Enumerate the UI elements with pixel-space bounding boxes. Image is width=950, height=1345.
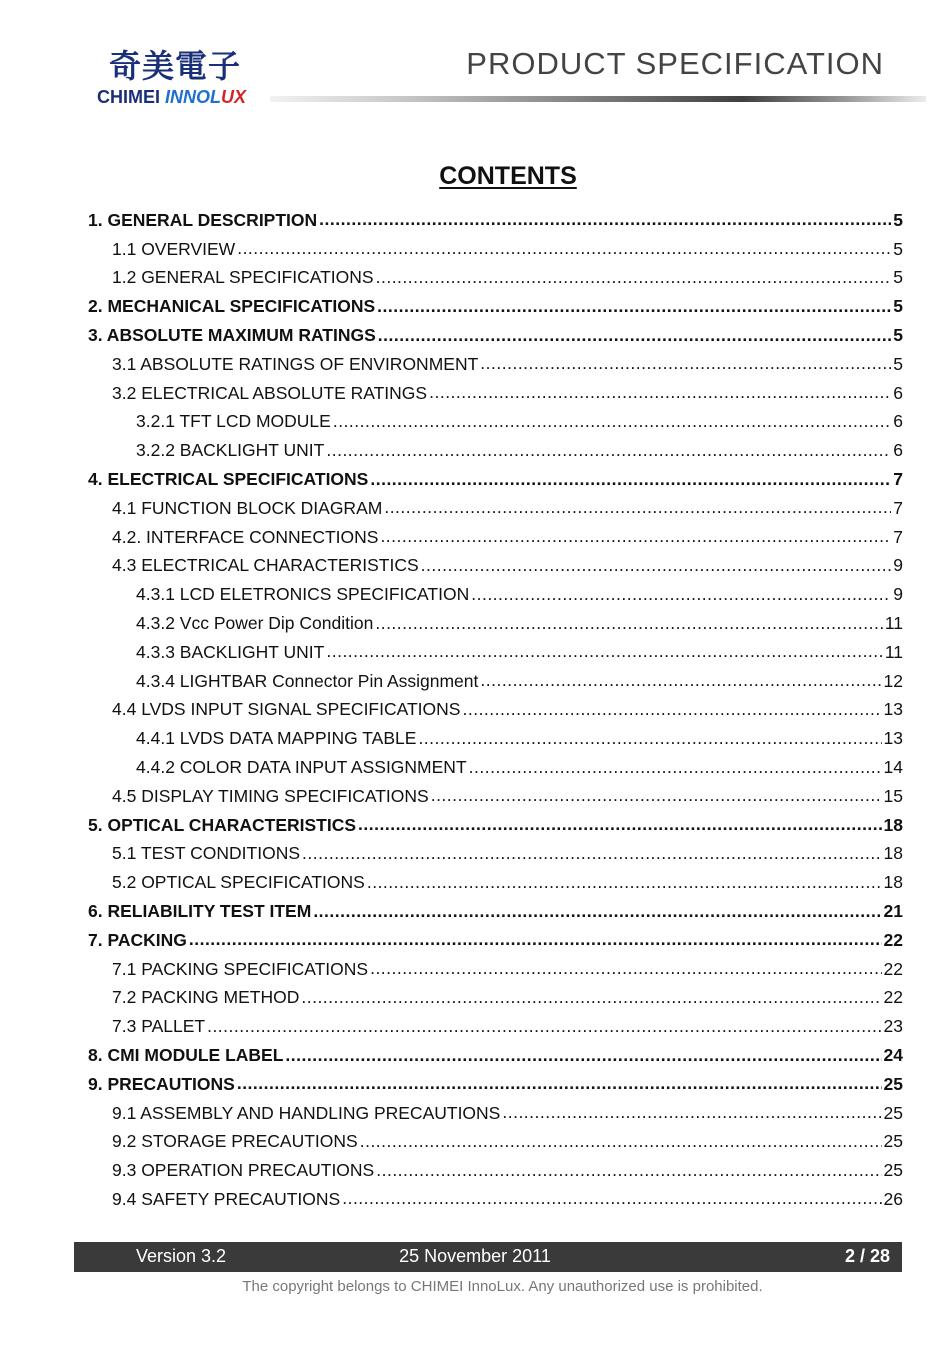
toc-entry[interactable] (88, 840, 903, 869)
toc-entry-page: 15 (883, 785, 903, 806)
toc-entry-title: 4.4 LVDS INPUT SIGNAL SPECIFICATIONS (112, 699, 461, 720)
toc-entry[interactable] (88, 811, 903, 840)
toc-entry[interactable] (88, 868, 903, 897)
toc-entry[interactable] (88, 1128, 903, 1157)
toc-entry-title: 6. RELIABILITY TEST ITEM (88, 901, 312, 922)
copyright-notice: The copyright belongs to CHIMEI InnoLux. Any unauthorized use is prohibited. (242, 1278, 763, 1295)
toc-entry[interactable] (88, 724, 903, 753)
toc-entry-title: 4. ELECTRICAL SPECIFICATIONS (88, 469, 369, 490)
toc-leader-dots (333, 413, 891, 431)
toc-entry[interactable] (88, 494, 903, 523)
toc-entry[interactable] (88, 609, 903, 638)
toc-entry-page: 18 (883, 814, 903, 835)
toc-entry-title: 1.2 GENERAL SPECIFICATIONS (112, 267, 374, 288)
toc-leader-dots (462, 701, 881, 719)
toc-entry[interactable] (88, 926, 903, 955)
toc-leader-dots (313, 903, 881, 921)
toc-leader-dots (358, 816, 882, 834)
footer-date: 25 November 2011 (399, 1246, 551, 1266)
toc-leader-dots (471, 586, 891, 604)
toc-leader-dots (360, 1133, 882, 1151)
company-logo (95, 46, 275, 110)
toc-leader-dots (367, 874, 882, 892)
toc-leader-dots (376, 269, 892, 287)
toc-leader-dots (370, 471, 891, 489)
toc-entry-page: 5 (893, 238, 903, 259)
toc-entry-page: 5 (893, 325, 903, 346)
toc-entry-page: 22 (883, 987, 903, 1008)
toc-entry-title: 7. PACKING (88, 929, 187, 950)
toc-entry-title: 3.2.1 TFT LCD MODULE (136, 411, 331, 432)
toc-entry-page: 5 (893, 296, 903, 317)
toc-entry-title: 2. MECHANICAL SPECIFICATIONS (88, 296, 376, 317)
toc-entry[interactable] (88, 379, 903, 408)
logo-english-text (97, 86, 246, 108)
logo-text-ux: UX (221, 87, 247, 107)
toc-entry-title: 8. CMI MODULE LABEL (88, 1045, 284, 1065)
toc-entry[interactable] (88, 523, 903, 552)
toc-leader-dots (285, 1047, 881, 1065)
toc-entry[interactable] (88, 984, 903, 1013)
toc-entry[interactable] (88, 1041, 903, 1070)
contents-heading-wrap (0, 162, 950, 191)
toc-entry[interactable] (88, 897, 903, 926)
toc-entry[interactable] (88, 436, 903, 465)
toc-entry-page: 13 (883, 699, 903, 720)
toc-entry[interactable] (88, 1070, 903, 1099)
toc-leader-dots (319, 211, 891, 229)
toc-entry-title: 3.1 ABSOLUTE RATINGS OF ENVIRONMENT (112, 353, 479, 374)
toc-entry-page: 14 (883, 757, 903, 778)
toc-entry-page: 25 (883, 1131, 903, 1152)
toc-entry-title: 3.2.2 BACKLIGHT UNIT (136, 440, 325, 461)
toc-entry[interactable] (88, 580, 903, 609)
toc-entry-title: 7.2 PACKING METHOD (112, 987, 300, 1008)
toc-leader-dots (237, 1075, 882, 1093)
toc-entry-title: 4.4.1 LVDS DATA MAPPING TABLE (136, 728, 417, 749)
toc-entry-title: 9.4 SAFETY PRECAUTIONS (112, 1188, 341, 1209)
toc-entry-title: 7.3 PALLET (112, 1016, 206, 1037)
toc-entry-page: 26 (883, 1188, 903, 1209)
toc-leader-dots (502, 1104, 881, 1122)
footer-version: Version 3.2 (136, 1246, 227, 1266)
toc-entry[interactable] (88, 321, 903, 350)
toc-entry-title: 4.5 DISPLAY TIMING SPECIFICATIONS (112, 785, 429, 806)
toc-entry[interactable] (88, 1099, 903, 1128)
toc-entry-page: 12 (883, 670, 903, 691)
toc-entry-page: 23 (883, 1016, 903, 1037)
toc-entry-title: 9.1 ASSEMBLY AND HANDLING PRECAUTIONS (112, 1102, 501, 1123)
toc-entry[interactable] (88, 235, 903, 264)
toc-entry-page: 7 (893, 526, 903, 547)
toc-entry-page: 18 (883, 843, 903, 864)
toc-entry-page: 5 (893, 353, 903, 374)
toc-entry-page: 18 (883, 872, 903, 893)
toc-entry-title: 5.1 TEST CONDITIONS (112, 843, 301, 864)
toc-entry-page: 6 (893, 411, 903, 432)
toc-entry-page: 6 (893, 440, 903, 461)
toc-leader-dots (326, 442, 891, 460)
toc-entry[interactable] (88, 465, 903, 494)
toc-entry-title: 4.1 FUNCTION BLOCK DIAGRAM (112, 497, 383, 518)
toc-entry[interactable] (88, 206, 903, 235)
toc-leader-dots (480, 355, 891, 373)
toc-entry[interactable] (88, 1156, 903, 1185)
toc-entry-page: 22 (883, 958, 903, 979)
toc-entry-page: 11 (884, 641, 903, 662)
toc-entry-page: 9 (893, 555, 903, 576)
toc-leader-dots (237, 240, 891, 258)
toc-leader-dots (375, 615, 882, 633)
toc-entry[interactable] (88, 955, 903, 984)
toc-entry[interactable] (88, 667, 903, 696)
logo-text-innol: INNOL (165, 87, 222, 107)
toc-leader-dots (429, 384, 891, 402)
toc-leader-dots (370, 960, 881, 978)
toc-entry-title: 1. GENERAL DESCRIPTION (88, 209, 318, 230)
document-title: PRODUCT SPECIFICATION (466, 46, 884, 81)
toc-entry[interactable] (88, 264, 903, 293)
toc-entry[interactable] (88, 1185, 903, 1214)
toc-entry-page: 21 (883, 901, 903, 922)
toc-entry-title: 3. ABSOLUTE MAXIMUM RATINGS (88, 325, 376, 346)
toc-leader-dots (480, 672, 881, 690)
toc-entry[interactable] (88, 350, 903, 379)
toc-entry-page: 6 (893, 382, 903, 403)
toc-entry[interactable] (88, 292, 903, 321)
footer-page-number: 2 / 28 (844, 1246, 890, 1266)
toc-entry-title: 9. PRECAUTIONS (88, 1073, 235, 1094)
toc-leader-dots (418, 730, 881, 748)
logo-text-chimei: CHIMEI (97, 87, 166, 107)
toc-entry[interactable] (88, 638, 903, 667)
toc-entry-title: 7.1 PACKING SPECIFICATIONS (112, 958, 369, 979)
contents-heading: CONTENTS (439, 162, 577, 190)
toc-leader-dots (326, 643, 882, 661)
toc-entry-page: 5 (893, 267, 903, 288)
toc-entry-title: 1.1 OVERVIEW (112, 238, 236, 259)
toc-entry-page: 5 (893, 209, 903, 230)
toc-leader-dots (301, 989, 881, 1007)
toc-entry-page: 24 (883, 1045, 903, 1065)
footer-bar (74, 1242, 902, 1272)
toc-entry[interactable] (88, 1012, 903, 1041)
toc-leader-dots (302, 845, 882, 863)
toc-entry-page: 11 (884, 613, 903, 634)
toc-entry-title: 4.4.2 COLOR DATA INPUT ASSIGNMENT (136, 757, 467, 778)
toc-entry-page: 25 (883, 1102, 903, 1123)
toc-entry-page: 7 (893, 497, 903, 518)
toc-entry-title: 4.3 ELECTRICAL CHARACTERISTICS (112, 555, 419, 576)
toc-leader-dots (421, 557, 892, 575)
toc-entry-title: 4.3.1 LCD ELETRONICS SPECIFICATION (136, 584, 470, 605)
table-of-contents (88, 206, 903, 1214)
toc-entry-title: 4.3.2 Vcc Power Dip Condition (136, 613, 374, 634)
toc-entry-title: 9.3 OPERATION PRECAUTIONS (112, 1160, 375, 1181)
toc-entry[interactable] (88, 696, 903, 725)
toc-entry-title: 3.2 ELECTRICAL ABSOLUTE RATINGS (112, 382, 428, 403)
toc-entry-title: 9.2 STORAGE PRECAUTIONS (112, 1131, 358, 1152)
toc-entry-title: 5.2 OPTICAL SPECIFICATIONS (112, 872, 365, 893)
toc-leader-dots (376, 1162, 881, 1180)
toc-leader-dots (342, 1190, 881, 1208)
toc-leader-dots (207, 1018, 881, 1036)
toc-entry-page: 9 (893, 584, 903, 605)
toc-leader-dots (189, 931, 882, 949)
toc-entry[interactable] (88, 408, 903, 437)
toc-entry-title: 4.3.3 BACKLIGHT UNIT (136, 641, 325, 662)
toc-leader-dots (377, 298, 891, 316)
toc-entry-title: 5. OPTICAL CHARACTERISTICS (88, 814, 357, 835)
toc-leader-dots (469, 759, 882, 777)
toc-entry[interactable] (88, 552, 903, 581)
toc-entry-page: 25 (883, 1073, 903, 1094)
logo-chinese-text: 奇美電子 (109, 47, 242, 85)
toc-leader-dots (378, 327, 891, 345)
header-rule (270, 96, 926, 102)
toc-entry-page: 22 (883, 929, 903, 950)
toc-entry-page: 7 (893, 469, 903, 490)
toc-entry-title: 4.3.4 LIGHTBAR Connector Pin Assignment (136, 670, 479, 691)
toc-leader-dots (380, 528, 891, 546)
toc-leader-dots (384, 499, 891, 517)
toc-entry-page: 25 (883, 1160, 903, 1181)
toc-entry[interactable] (88, 753, 903, 782)
toc-entry-page: 13 (883, 728, 903, 749)
toc-entry[interactable] (88, 782, 903, 811)
toc-leader-dots (431, 787, 882, 805)
toc-entry-title: 4.2. INTERFACE CONNECTIONS (112, 526, 379, 547)
